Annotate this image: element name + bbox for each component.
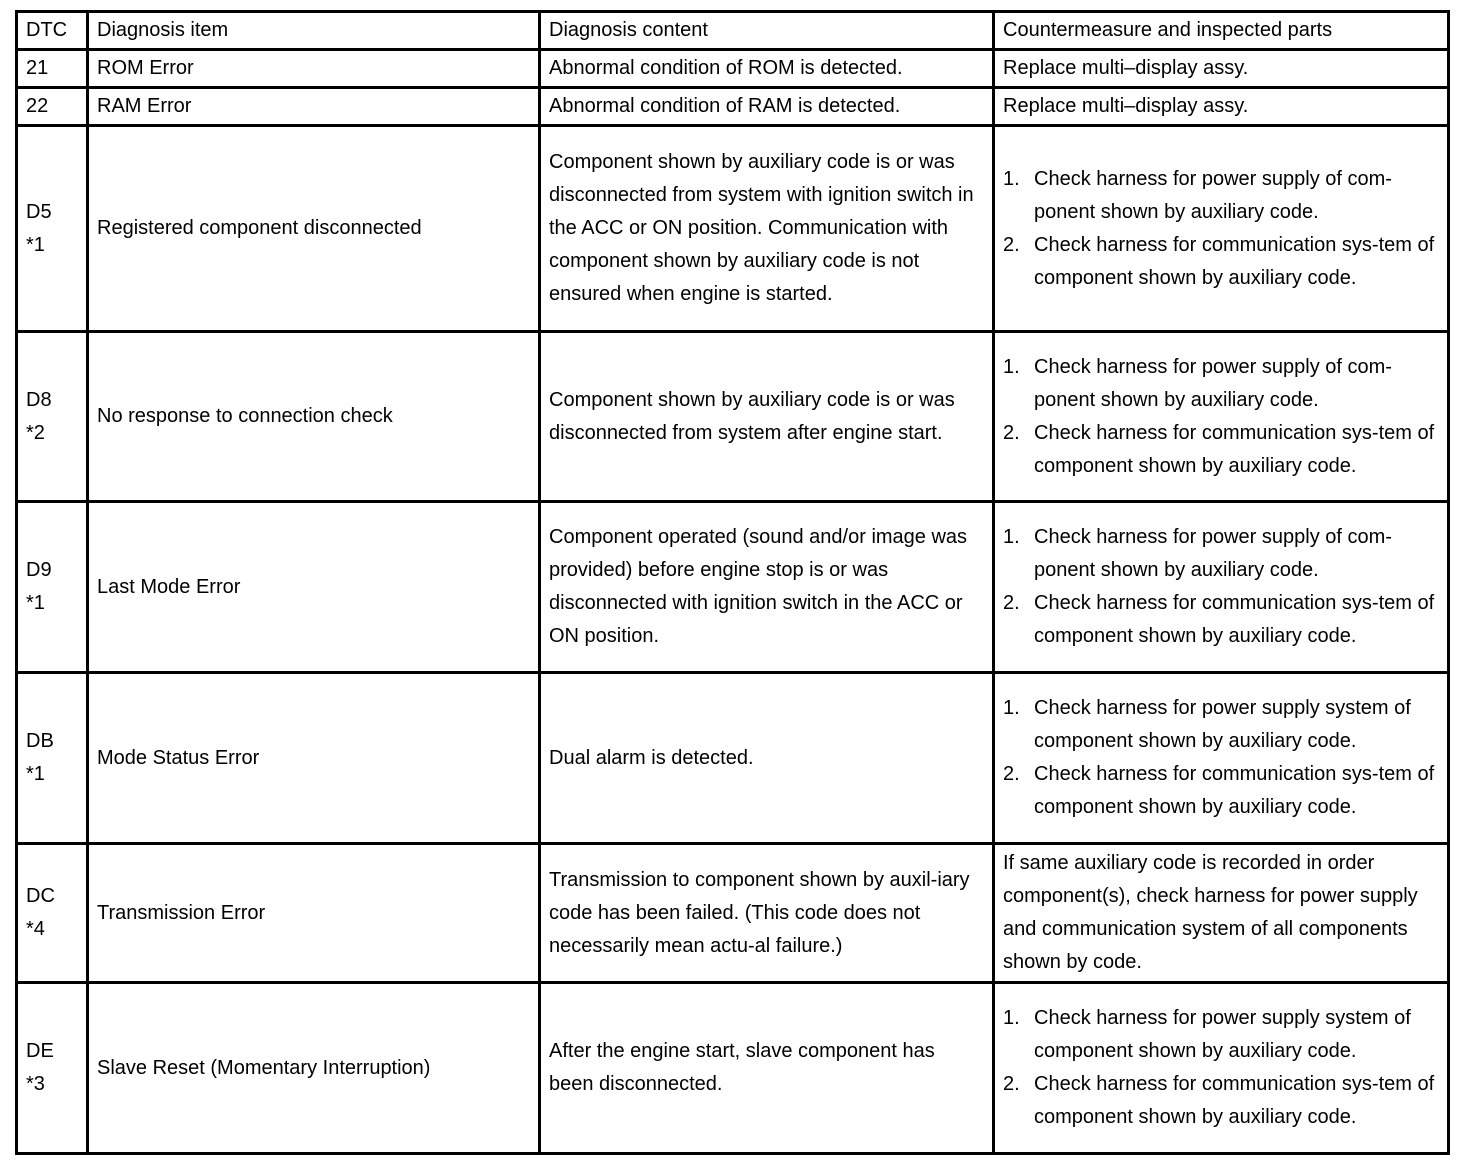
dtc-code: D5 xyxy=(26,200,52,223)
dtc-note: *1 xyxy=(26,233,45,256)
step-text: Check harness for communication sys-tem of component shown by auxiliary code. xyxy=(1034,1073,1435,1128)
dtc-code: D9 xyxy=(26,559,52,581)
step-text: Check harness for communication sys-tem of component shown by auxiliary code. xyxy=(1034,592,1435,647)
countermeasure-steps xyxy=(1003,351,1439,483)
step-number: 1. xyxy=(1003,167,1020,190)
table-row xyxy=(17,50,1449,88)
dtc-code: DE xyxy=(26,1040,54,1062)
table-row xyxy=(17,983,1449,1154)
diagnosis-content: Dual alarm is detected. xyxy=(540,673,994,844)
diagnosis-content: Component shown by auxiliary code is or was disconnected from system after engine start. xyxy=(540,332,994,502)
list-item xyxy=(1003,521,1439,587)
step-number: 1. xyxy=(1003,355,1020,378)
dtc-cell xyxy=(17,983,88,1154)
countermeasure-steps xyxy=(1003,692,1439,824)
list-item xyxy=(1003,351,1439,417)
table-row xyxy=(17,88,1449,126)
diagnosis-item: Last Mode Error xyxy=(88,502,540,673)
diagnosis-content: After the engine start, slave component has been disconnected. xyxy=(540,983,994,1154)
table-header-row xyxy=(17,12,1449,50)
countermeasure: If same auxiliary code is recorded in order component(s), check harness for power supply and communication system of all components shown by code. xyxy=(994,844,1449,983)
countermeasure-steps xyxy=(1003,163,1439,295)
step-number: 1. xyxy=(1003,526,1020,548)
diagnosis-item: Mode Status Error xyxy=(88,673,540,844)
step-number: 1. xyxy=(1003,1007,1020,1029)
diagnosis-content: Abnormal condition of ROM is detected. xyxy=(540,50,994,88)
dtc-cell xyxy=(17,126,88,332)
dtc-note: *3 xyxy=(26,1073,45,1095)
dtc-cell xyxy=(17,88,88,126)
diagnosis-content: Transmission to component shown by auxil-iary code has been failed. (This code does not necessarily mean actu-al failure.) xyxy=(540,844,994,983)
diagnosis-item: Transmission Error xyxy=(88,844,540,983)
header-countermeasure: Countermeasure and inspected parts xyxy=(994,12,1449,50)
diagnosis-item: RAM Error xyxy=(88,88,540,126)
table-row xyxy=(17,673,1449,844)
list-item xyxy=(1003,163,1439,229)
diagnosis-item: ROM Error xyxy=(88,50,540,88)
list-item xyxy=(1003,229,1439,295)
step-text: Check harness for power supply of com-ponent shown by auxiliary code. xyxy=(1034,355,1392,411)
dtc-cell xyxy=(17,50,88,88)
countermeasure-steps xyxy=(1003,1002,1439,1134)
header-dtc: DTC xyxy=(17,12,88,50)
step-text: Check harness for power supply of com-ponent shown by auxiliary code. xyxy=(1034,167,1392,223)
list-item xyxy=(1003,692,1439,758)
dtc-cell xyxy=(17,502,88,673)
list-item xyxy=(1003,587,1439,653)
diagnosis-content: Component shown by auxiliary code is or was disconnected from system with ignition switch in the ACC or ON position. Communication with component shown by auxiliary code is not ensured when engine is started. xyxy=(540,126,994,332)
dtc-code: DC xyxy=(26,885,55,907)
step-number: 2. xyxy=(1003,233,1020,256)
step-number: 1. xyxy=(1003,697,1020,719)
step-number: 2. xyxy=(1003,421,1020,444)
step-number: 2. xyxy=(1003,592,1020,614)
dtc-code: 21 xyxy=(26,57,49,79)
countermeasure xyxy=(994,332,1449,502)
table-row xyxy=(17,332,1449,502)
dtc-cell xyxy=(17,844,88,983)
dtc-code: DB xyxy=(26,730,54,752)
dtc-note: *2 xyxy=(26,421,45,444)
countermeasure: Replace multi–display assy. xyxy=(994,50,1449,88)
step-text: Check harness for power supply system of component shown by auxiliary code. xyxy=(1034,1007,1411,1062)
step-text: Check harness for communication sys-tem of component shown by auxiliary code. xyxy=(1034,421,1435,477)
dtc-cell xyxy=(17,332,88,502)
list-item xyxy=(1003,417,1439,483)
countermeasure xyxy=(994,983,1449,1154)
step-text: Check harness for communication sys-tem of component shown by auxiliary code. xyxy=(1034,763,1435,818)
dtc-note: *4 xyxy=(26,918,45,940)
countermeasure xyxy=(994,673,1449,844)
step-number: 2. xyxy=(1003,1073,1020,1095)
list-item xyxy=(1003,1002,1439,1068)
step-text: Check harness for communication sys-tem of component shown by auxiliary code. xyxy=(1034,233,1435,289)
dtc-code: D8 xyxy=(26,388,52,411)
list-item xyxy=(1003,758,1439,824)
countermeasure-steps xyxy=(1003,521,1439,653)
countermeasure xyxy=(994,126,1449,332)
countermeasure: Replace multi–display assy. xyxy=(994,88,1449,126)
step-text: Check harness for power supply system of component shown by auxiliary code. xyxy=(1034,697,1411,752)
step-number: 2. xyxy=(1003,763,1020,785)
header-diagnosis-content: Diagnosis content xyxy=(540,12,994,50)
dtc-note: *1 xyxy=(26,763,45,785)
step-text: Check harness for power supply of com-ponent shown by auxiliary code. xyxy=(1034,526,1392,581)
diagnosis-content: Abnormal condition of RAM is detected. xyxy=(540,88,994,126)
table-row xyxy=(17,844,1449,983)
table-row xyxy=(17,502,1449,673)
diagnosis-content: Component operated (sound and/or image was provided) before engine stop is or was disconnected with ignition switch in the ACC or ON position. xyxy=(540,502,994,673)
countermeasure xyxy=(994,502,1449,673)
dtc-code: 22 xyxy=(26,95,49,117)
list-item xyxy=(1003,1068,1439,1134)
table-row xyxy=(17,126,1449,332)
diagnosis-item: Registered component disconnected xyxy=(88,126,540,332)
header-diagnosis-item: Diagnosis item xyxy=(88,12,540,50)
dtc-table xyxy=(15,10,1450,1155)
diagnosis-item: Slave Reset (Momentary Interruption) xyxy=(88,983,540,1154)
dtc-note: *1 xyxy=(26,592,45,614)
diagnosis-item: No response to connection check xyxy=(88,332,540,502)
dtc-cell xyxy=(17,673,88,844)
